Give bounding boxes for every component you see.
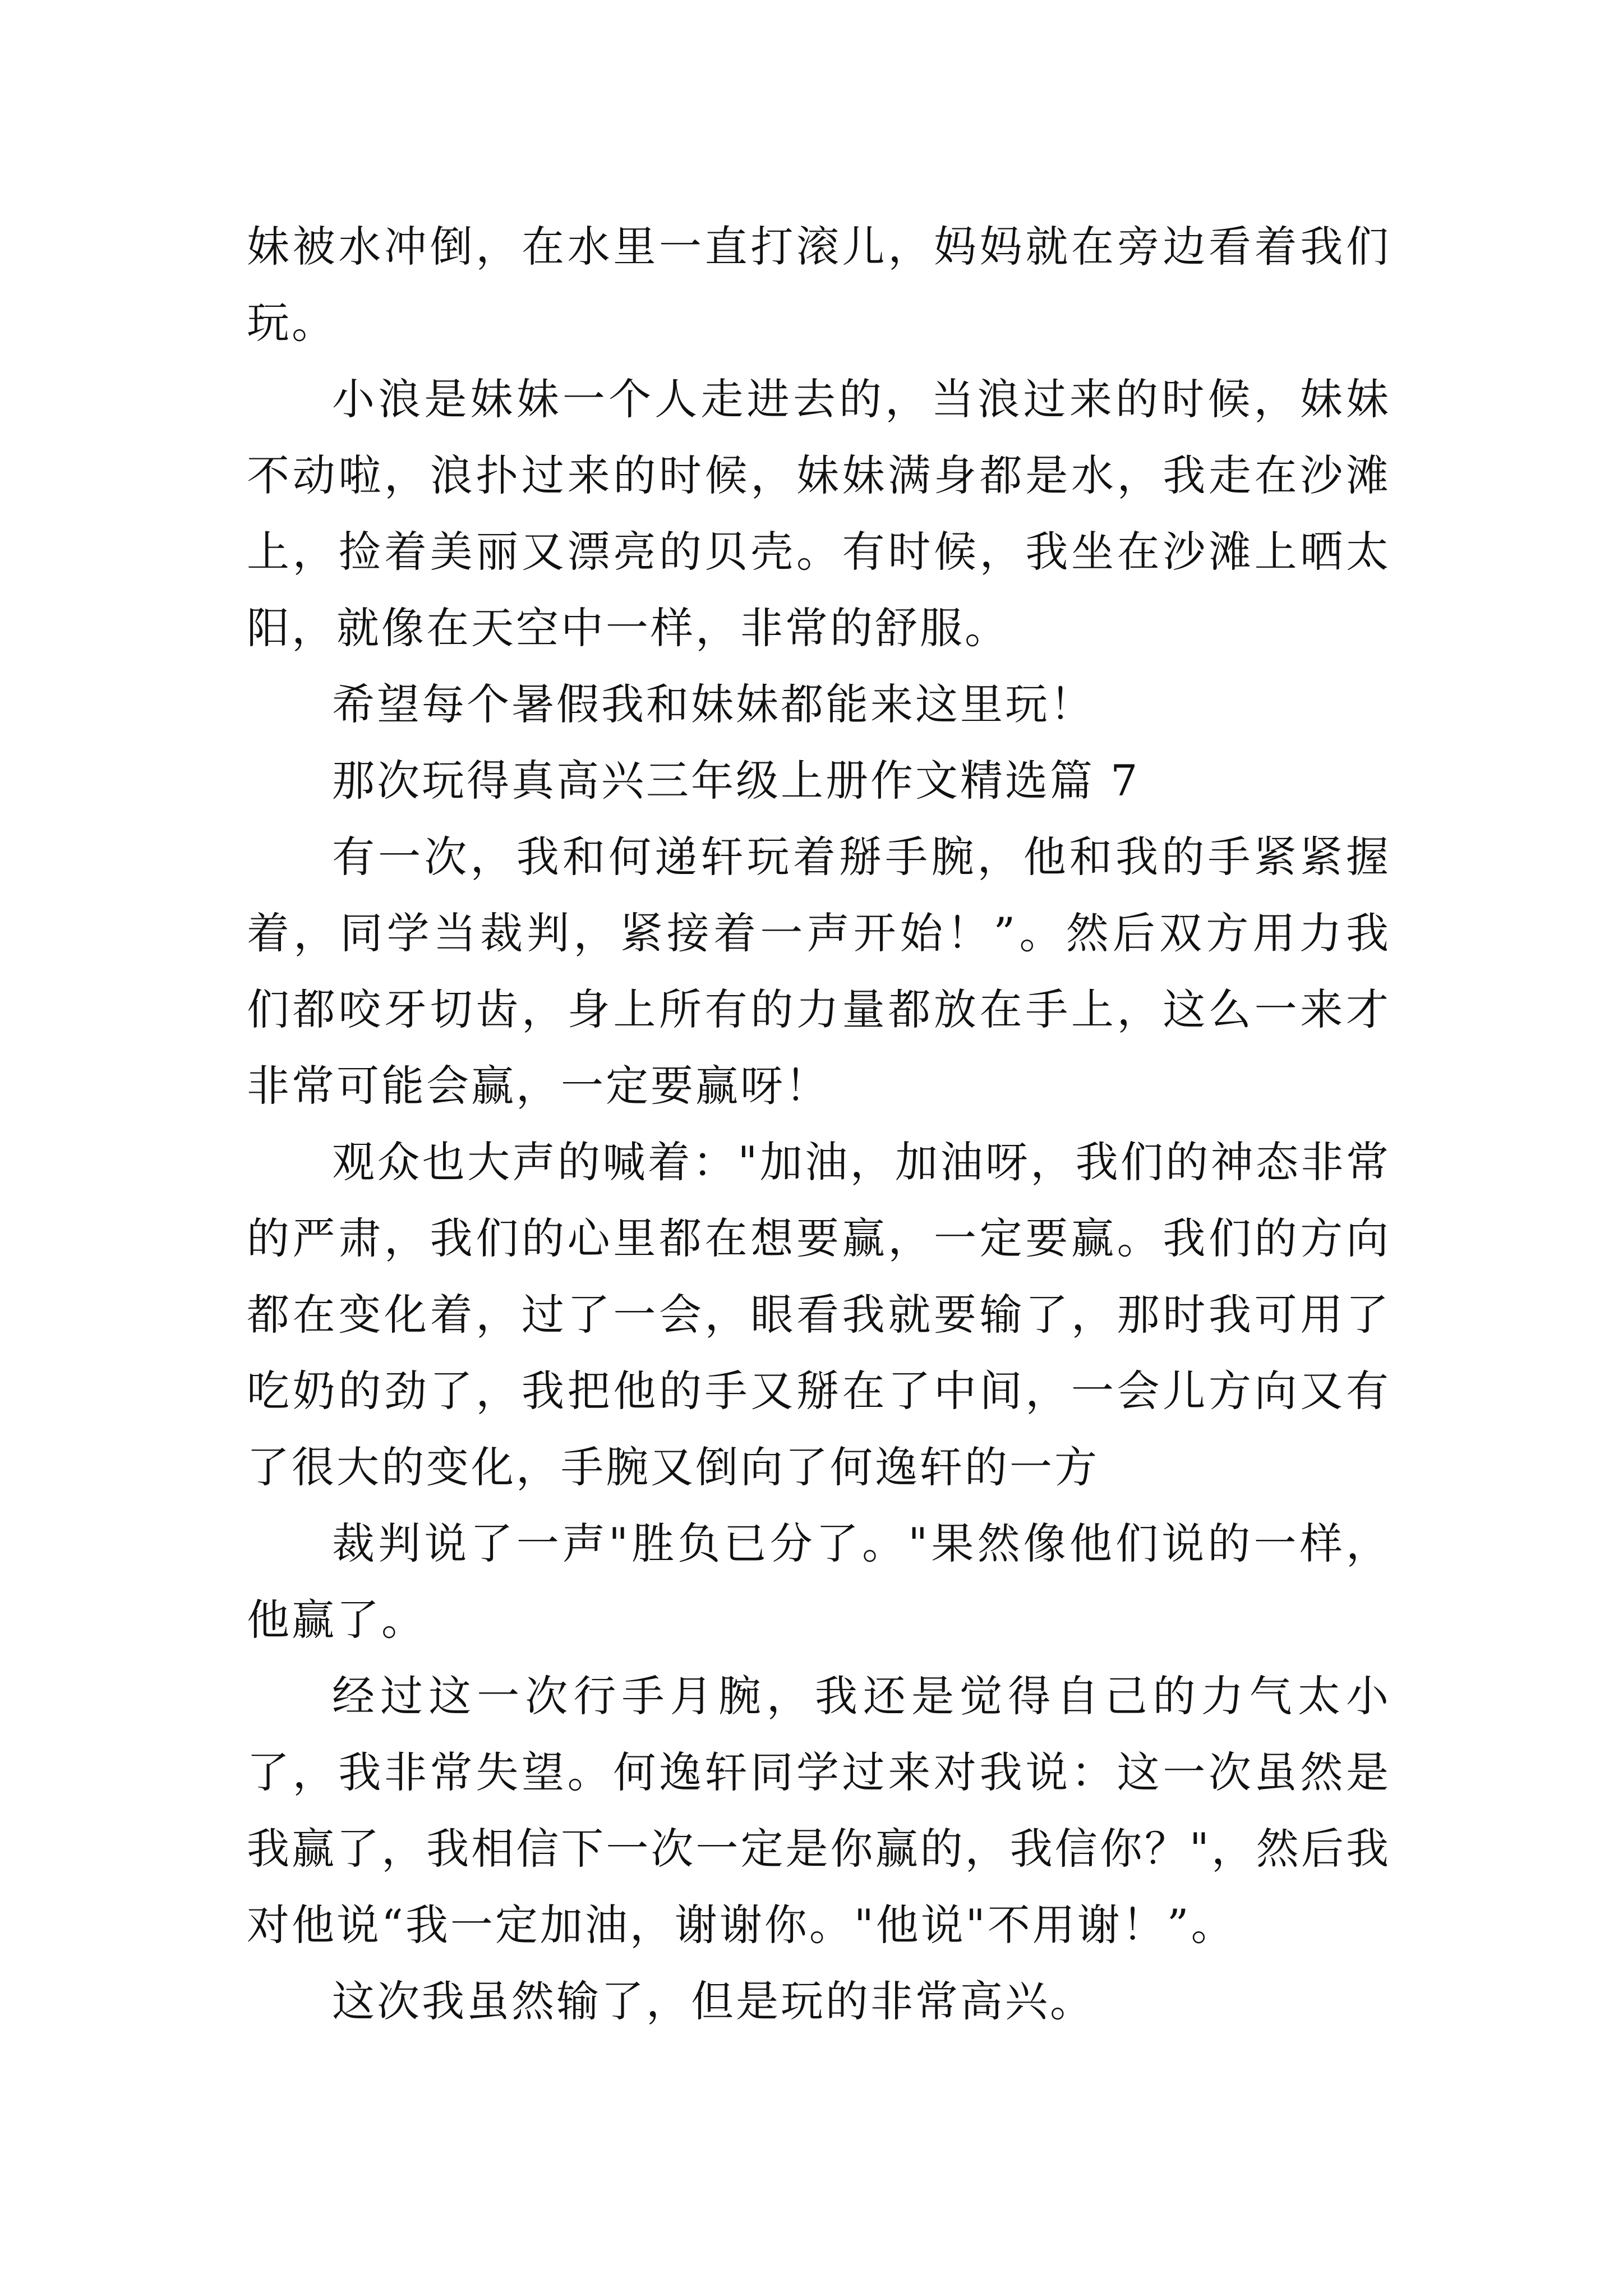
paragraph: 裁判说了一声"胜负已分了。"果然像他们说的一样，他赢了。 (247, 1519, 1391, 1645)
section-heading: 那次玩得真高兴三年级上册作文精选篇 7 (332, 756, 1140, 806)
paragraph: 观众也大声的喊着："加油，加油呀，我们的神态非常的严肃，我们的心里都在想要赢，一定要赢。我们的方向都在变化着，过了一会，眼看我就要输了，那时我可用了吃奶的劲了，我把他的手又掰在了中间，一会儿方向又有了很大的变化，手腕又倒向了何逸轩的一方 (247, 1137, 1391, 1492)
paragraph: 希望每个暑假我和妹妹都能来这里玩！ (332, 679, 1095, 729)
paragraph: 小浪是妹妹一个人走进去的，当浪过来的时候，妹妹不动啦，浪扑过来的时候，妹妹满身都是水，我走在沙滩上，捡着美丽又漂亮的贝壳。有时候，我坐在沙滩上晒太阳，就像在天空中一样，非常的舒服。 (247, 374, 1391, 653)
paragraph: 这次我虽然输了，但是玩的非常高兴。 (332, 1976, 1095, 2026)
paragraph: 有一次，我和何递轩玩着掰手腕，他和我的手紧紧握着，同学当裁判，紧接着一声开始！”。然后双方用力我们都咬牙切齿，身上所有的力量都放在手上，这么一来才非常可能会赢，一定要赢呀！ (247, 832, 1391, 1111)
document-body (247, 209, 1391, 2040)
paragraph: 经过这一次行手月腕，我还是觉得自己的力气太小了，我非常失望。何逸轩同学过来对我说：这一次虽然是我赢了，我相信下一次一定是你赢的，我信你？"，然后我对他说“我一定加油，谢谢你。"他说"不用谢！”。 (247, 1671, 1391, 1950)
paragraph-continued: 妹被水冲倒，在水里一直打滚儿，妈妈就在旁边看着我们玩。 (247, 222, 1391, 348)
